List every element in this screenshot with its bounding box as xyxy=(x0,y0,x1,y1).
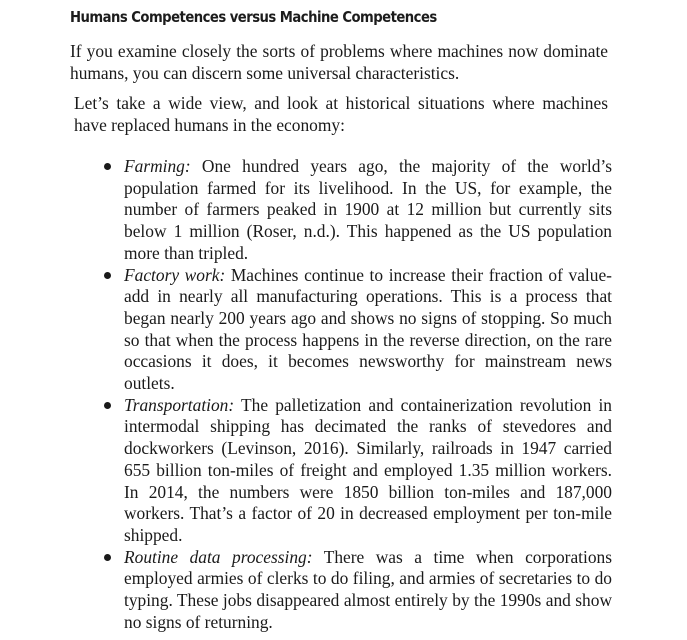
section-heading: Humans Competences versus Machine Competences xyxy=(70,8,437,26)
list-item-routine-data-processing xyxy=(104,547,612,634)
bullet-dot-icon xyxy=(104,554,111,561)
list-item-term: Routine data processing: xyxy=(124,546,313,567)
list-item-term: Farming: xyxy=(124,156,191,176)
bullet-dot-icon xyxy=(104,402,111,409)
list-item-text: There was a time when corporations employed armies of clerks to do filing, and armies of secretaries to do typing. These jobs disappeared almost entirely by the 1990s and show no signs of returning. xyxy=(124,546,612,632)
list-item-farming xyxy=(104,156,612,265)
list-item-term: Factory work: xyxy=(124,264,226,285)
examples-list xyxy=(104,156,612,633)
list-item-transportation xyxy=(104,395,612,547)
bullet-dot-icon xyxy=(104,163,111,170)
list-item-text: One hundred years ago, the majority of the world’s population farmed for its livelihood. In the US, for example, the number of farmers peaked in 1900 at 12 million but currently sits below 1 million (Roser, n.d.). This happened as the US population more than tripled. xyxy=(124,156,612,263)
list-item-text: Machines continue to increase their fraction of value-add in nearly all manufacturing operations. This is a process that began nearly 200 years ago and shows no signs of stopping. So much so that when the process happens in the reverse direction, on the rare occasions it does, it becomes newsworthy for mainstream news outlets. xyxy=(124,264,612,394)
bullet-dot-icon xyxy=(104,272,111,279)
intro-paragraph: If you examine closely the sorts of problems where machines now dominate humans, you can discern some universal characteristics. xyxy=(70,41,608,83)
list-item-term: Transportation: xyxy=(124,394,235,415)
list-item-factory-work xyxy=(104,265,612,395)
list-item-text: The palletization and containerization revolution in intermodal shipping has decimated the ranks of stevedores and dockworkers (Levinson, 2016). Similarly, railroads in 1947 carried 655 billion ton-miles of freight and employed 1.35 million workers. In 2014, the numbers were 1850 billion ton-miles and 187,000 workers. That’s a factor of 20 in decreased employment per ton-mile shipped. xyxy=(124,394,612,545)
context-paragraph: Let’s take a wide view, and look at historical situations where machines have replaced humans in the economy: xyxy=(74,93,608,135)
